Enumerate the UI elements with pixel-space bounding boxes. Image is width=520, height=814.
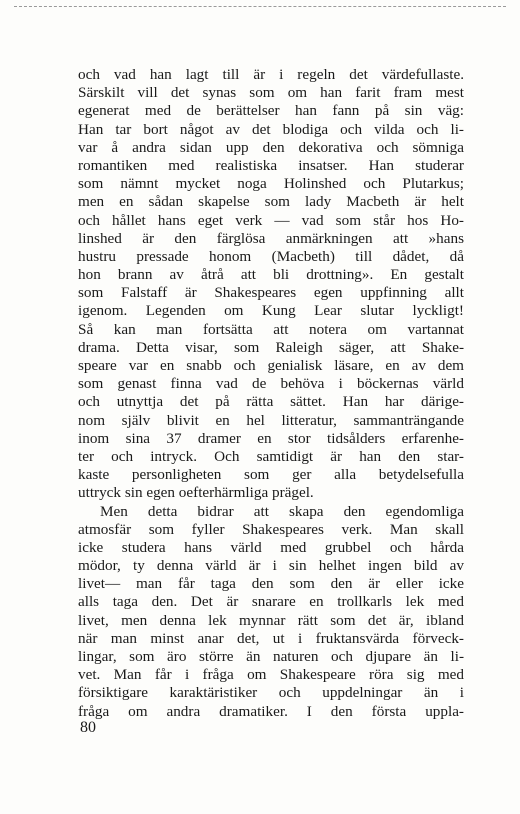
text-line: kaste personligheten som ger alla betydelsefulla bbox=[78, 466, 464, 484]
text-line: speare var en snabb och genialisk läsare, en av dem bbox=[78, 357, 464, 374]
text-line: livet, men denna lek mynnar rätt som det är, ibland bbox=[78, 611, 464, 629]
text-line: mödor, ty denna värld är i sin helhet ingen bild av bbox=[78, 557, 464, 575]
text-line: drama. Detta visar, som Raleigh säger, att Shake- bbox=[78, 338, 464, 356]
text-line: inom sina 37 dramer en stor tidsålders erfarenhe- bbox=[78, 429, 464, 447]
body-text bbox=[78, 66, 464, 721]
paragraph-2 bbox=[78, 503, 464, 721]
page-top-edge bbox=[14, 6, 506, 7]
text-line: ter och intryck. Och samtidigt är han den star- bbox=[78, 447, 464, 465]
text-line: fråga om andra dramatiker. I den första uppla- bbox=[78, 702, 464, 720]
text-line: Han tar bort något av det blodiga och vilda och li- bbox=[78, 120, 464, 138]
text-line: Så kan man fortsätta att notera om vartannat bbox=[78, 320, 464, 338]
text-line: livet— man får taga den som den är eller icke bbox=[78, 575, 464, 593]
text-line: hon brann av åtrå att bli drottning». En gestalt bbox=[78, 266, 464, 284]
text-line: atmosfär som fyller Shakespeares verk. Man skall bbox=[78, 520, 464, 538]
text-line: men en sådan skapelse som lady Macbeth är helt bbox=[78, 193, 464, 211]
text-line: Men detta bidrar att skapa den egendomliga bbox=[100, 502, 464, 520]
text-line: som genast finna vad de behöva i böckernas värld bbox=[78, 375, 464, 393]
text-line: egenerat med de berättelser han fann på sin väg: bbox=[78, 102, 464, 120]
text-line: när man minst anar det, ut i fruktansvärda förveck- bbox=[78, 629, 464, 647]
text-line: igenom. Legenden om Kung Lear slutar lyckligt! bbox=[78, 302, 464, 320]
text-line: som nämnt mycket noga Holinshed och Plutarkus; bbox=[78, 175, 464, 193]
text-line: linshed är den färglösa anmärkningen att »hans bbox=[78, 229, 464, 247]
text-line: hustru pressade honom (Macbeth) till dådet, då bbox=[78, 247, 464, 265]
text-line: och vad han lagt till är i regeln det värdefullaste. bbox=[78, 66, 464, 83]
text-line: försiktigare karaktäristiker och uppdelningar än i bbox=[78, 684, 464, 702]
text-line: som Falstaff är Shakespeares egen uppfinning allt bbox=[78, 284, 464, 302]
paragraph-1 bbox=[78, 66, 464, 503]
text-line: alls taga den. Det är snarare en trollkarls lek med bbox=[78, 593, 464, 611]
text-line: var å andra sidan upp den dekorativa och sömniga bbox=[78, 138, 464, 156]
text-line: romantiken med realistiska insatser. Han studerar bbox=[78, 156, 464, 174]
text-line: Särskilt vill det synas som om han farit fram mest bbox=[78, 84, 464, 102]
page-number: 80 bbox=[80, 719, 96, 736]
text-line: nom själv blivit en hel litteratur, sammanträngande bbox=[78, 411, 464, 429]
text-line: och utnyttja det på rätta sättet. Han har därige- bbox=[78, 393, 464, 411]
text-line: uttryck sin egen oefterhärmliga prägel. bbox=[78, 484, 314, 502]
text-line: och hållet hans eget verk — vad som står hos Ho- bbox=[78, 211, 464, 229]
text-line: lingar, som äro större än naturen och djupare än li- bbox=[78, 648, 464, 665]
text-line: vet. Man får i fråga om Shakespeare röra sig med bbox=[78, 666, 464, 684]
text-line: icke studera hans värld med grubbel och hårda bbox=[78, 538, 464, 556]
